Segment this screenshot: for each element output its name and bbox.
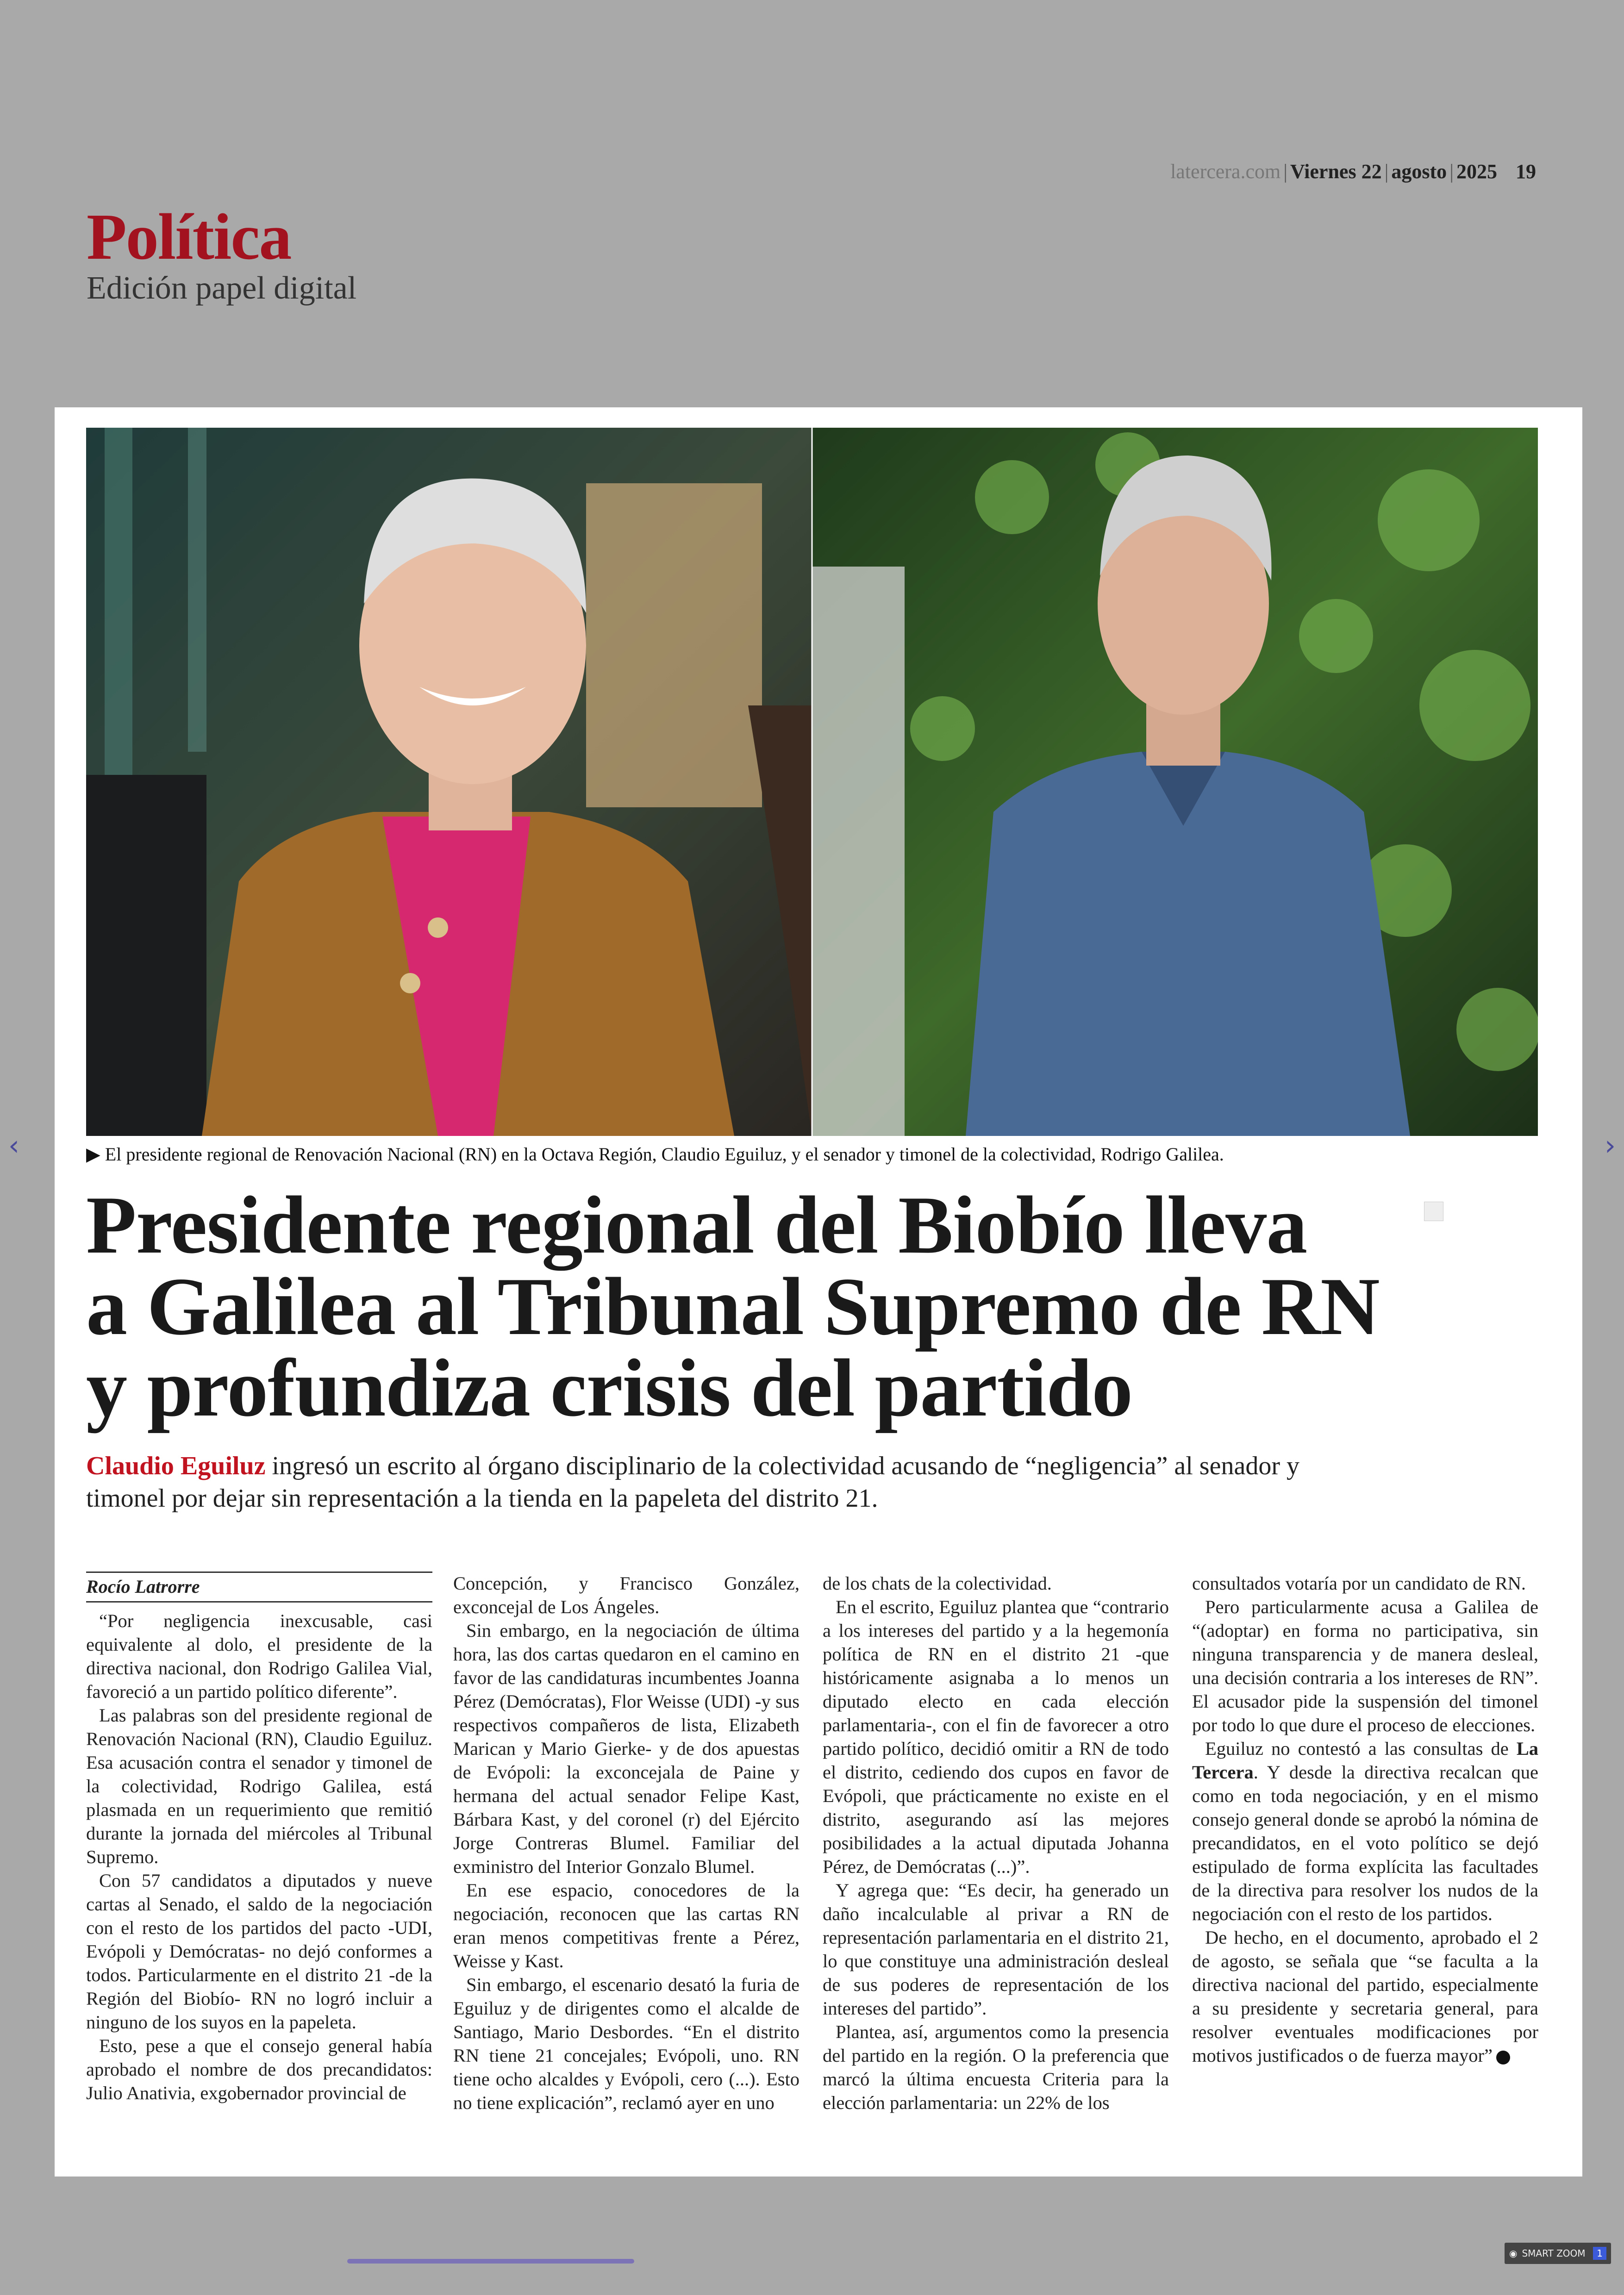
paragraph: Y agrega que: “Es decir, ha generado un daño incalculable al privar a RN de representación parlamentaria en el distrito 21, lo que constituye una administración desleal de sus poderes de representación de los intereses del partido”. [823, 1880, 1169, 2019]
paragraph [1192, 1737, 1538, 1926]
zoom-value: 1 [1593, 2247, 1606, 2260]
paragraph: “Por negligencia inexcusable, casi equivalente al dolo, el presidente de la directiva nacional, don Rodrigo Galilea Vial, favoreció a un partido político diferente”. [86, 1610, 432, 1702]
byline: Rocío Latrorre [86, 1572, 432, 1603]
smart-zoom-control[interactable] [1505, 2243, 1611, 2264]
newspaper-name: La Tercera [1192, 1738, 1538, 1783]
paragraph: de los chats de la colectividad. [823, 1573, 1052, 1594]
end-mark-icon [1496, 2051, 1510, 2064]
deck-lead: Claudio Eguiluz [86, 1452, 266, 1480]
page-number: 19 [1516, 160, 1536, 183]
paragraph: Sin embargo, el escenario desató la furia de Eguiluz y de dirigentes como el alcalde de Santiago, Mario Desbordes. “En el distrito RN tiene 21 concejales; Evópoli, uno. RN tiene ocho alcaldes y Evópoli, cero (...). Esto no tiene explicación”, reclamó ayer en uno [453, 1974, 800, 2113]
prev-page-button[interactable]: ‹ [8, 1129, 19, 1162]
eye-icon: ◉ [1509, 2248, 1518, 2259]
paragraph-text: . Y desde la directiva recalcan que como en toda negociación, y en el mismo consejo general donde se aprobó la nómina de precandidatos, en el voto político se dejó estipulado de forma explícita las facultades de la directiva para resolver los nudos de la negociación con el resto de los partidos. [1192, 1762, 1538, 1924]
article-column-2 [453, 1572, 800, 2114]
paragraph: Esto, pese a que el consejo general había aprobado el nombre de dos precandidatos: Julio Anativia, exgobernador provincial de [86, 2035, 432, 2103]
deck [86, 1450, 1336, 1515]
deck-text: ingresó un escrito al órgano disciplinario de la colectividad acusando de “negligencia” al senador y timonel por dejar sin representación a la tienda en la papeleta del distrito 21. [86, 1452, 1299, 1513]
headline-line: Presidente regional del Biobío lleva [86, 1179, 1307, 1271]
paragraph: Concepción, y Francisco González, exconcejal de Los Ángeles. [453, 1573, 800, 1617]
paragraph: Las palabras son del presidente regional de Renovación Nacional (RN), Claudio Eguiluz. Esa acusación contra el senador y timonel de la colectividad, Rodrigo Galilea, está plasmada en un requerimiento que remitió durante la jornada del miércoles al Tribunal Supremo. [86, 1705, 432, 1867]
date-year: 2025 [1456, 160, 1497, 183]
paragraph [1192, 1926, 1538, 2067]
headline-line: y profundiza crisis del partido [86, 1342, 1133, 1434]
newspaper-page [55, 407, 1582, 2177]
date-day: Viernes 22 [1290, 160, 1382, 183]
article-column-3 [823, 1572, 1169, 2114]
paragraph-text: Eguiluz no contestó a las consultas de [1205, 1738, 1517, 1759]
paragraph: Plantea, así, argumentos como la presencia del partido en la región. O la preferencia que marcó la última encuesta Criteria para la elección parlamentaria: un 22% de los [823, 2021, 1169, 2113]
date-line: latercera.com | Viernes 22 | agosto | 2025 19 [1170, 160, 1536, 183]
next-page-button[interactable]: › [1605, 1129, 1616, 1162]
zoom-label: SMART ZOOM [1522, 2248, 1586, 2259]
site-name: latercera.com [1170, 160, 1281, 183]
caption-arrow-icon: ▶ [86, 1144, 105, 1165]
headline [86, 1179, 1429, 1434]
page-progress-bar[interactable] [347, 2259, 634, 2264]
paragraph: Pero particularmente acusa a Galilea de “(adoptar) en forma no participativa, sin ninguna transparencia y de manera desleal, una decisión contraria a los intereses de RN”. El acusador pide la suspensión del timonel por todo lo que dure el proceso de elecciones. [1192, 1597, 1538, 1735]
headline-line: a Galilea al Tribunal Supremo de RN [86, 1260, 1380, 1352]
paragraph-text: De hecho, en el documento, aprobado el 2 de agosto, se señala que “se faculta a la directiva nacional del partido, especialmente a su presidente y secretaria general, para resolver eventuales modificaciones por motivos justificados o de fuerza mayor” [1192, 1927, 1538, 2066]
paragraph: En el escrito, Eguiluz plantea que “contrario a los intereses del partido y a la hegemonía política de RN en el distrito 21 -que históricamente asignaba a lo menos un diputado electo en cada elección parlamentaria-, con el fin de favorecer a otro partido político, decidió omitir a RN de todo el distrito, cediendo dos cupos en favor de Evópoli, que prácticamente no existe en el distrito, asegurando así las mejores posibilidades a la actual diputada Johanna Pérez, de Demócratas (...)”. [823, 1597, 1169, 1877]
article-column-4 [1192, 1572, 1538, 2067]
article-photo [86, 428, 1538, 1136]
caption-text: El presidente regional de Renovación Nacional (RN) en la Octava Región, Claudio Eguiluz, y el senador y timonel de la colectividad, Rodrigo Galilea. [105, 1144, 1224, 1165]
article-column-1 [86, 1572, 432, 2105]
photo-caption [86, 1143, 1224, 1165]
paragraph: consultados votaría por un candidato de RN. [1192, 1573, 1526, 1594]
paragraph: Con 57 candidatos a diputados y nueve cartas al Senado, el saldo de la negociación con el resto de los partidos del pacto -UDI, Evópoli y Demócratas- no dejó conformes a todos. Particularmente en el distrito 21 -de la Región del Biobío- RN no logró incluir a ninguno de los suyos en la papeleta. [86, 1870, 432, 2033]
section-title: Política [87, 200, 291, 273]
section-subtitle: Edición papel digital [87, 270, 357, 306]
paragraph: En ese espacio, conocedores de la negociación, reconocen que las cartas RN eran menos competitivas frente a Pérez, Weisse y Kast. [453, 1880, 800, 1971]
paragraph: Sin embargo, en la negociación de última hora, las dos cartas quedaron en el camino en favor de las candidaturas incumbentes Joanna Pérez (Demócratas), Flor Weisse (UDI) -y sus respectivos compañeros de lista, Elizabeth Marican y Mario Gierke- y de dos apuestas de Evópoli: la exconcejala de Paine y hermana del actual senador Felipe Kast, Bárbara Kast, y del coronel (r) del Ejército Jorge Contreras Blumel. Familiar del exministro del Interior Gonzalo Blumel. [453, 1620, 800, 1877]
date-month: agosto [1391, 160, 1447, 183]
